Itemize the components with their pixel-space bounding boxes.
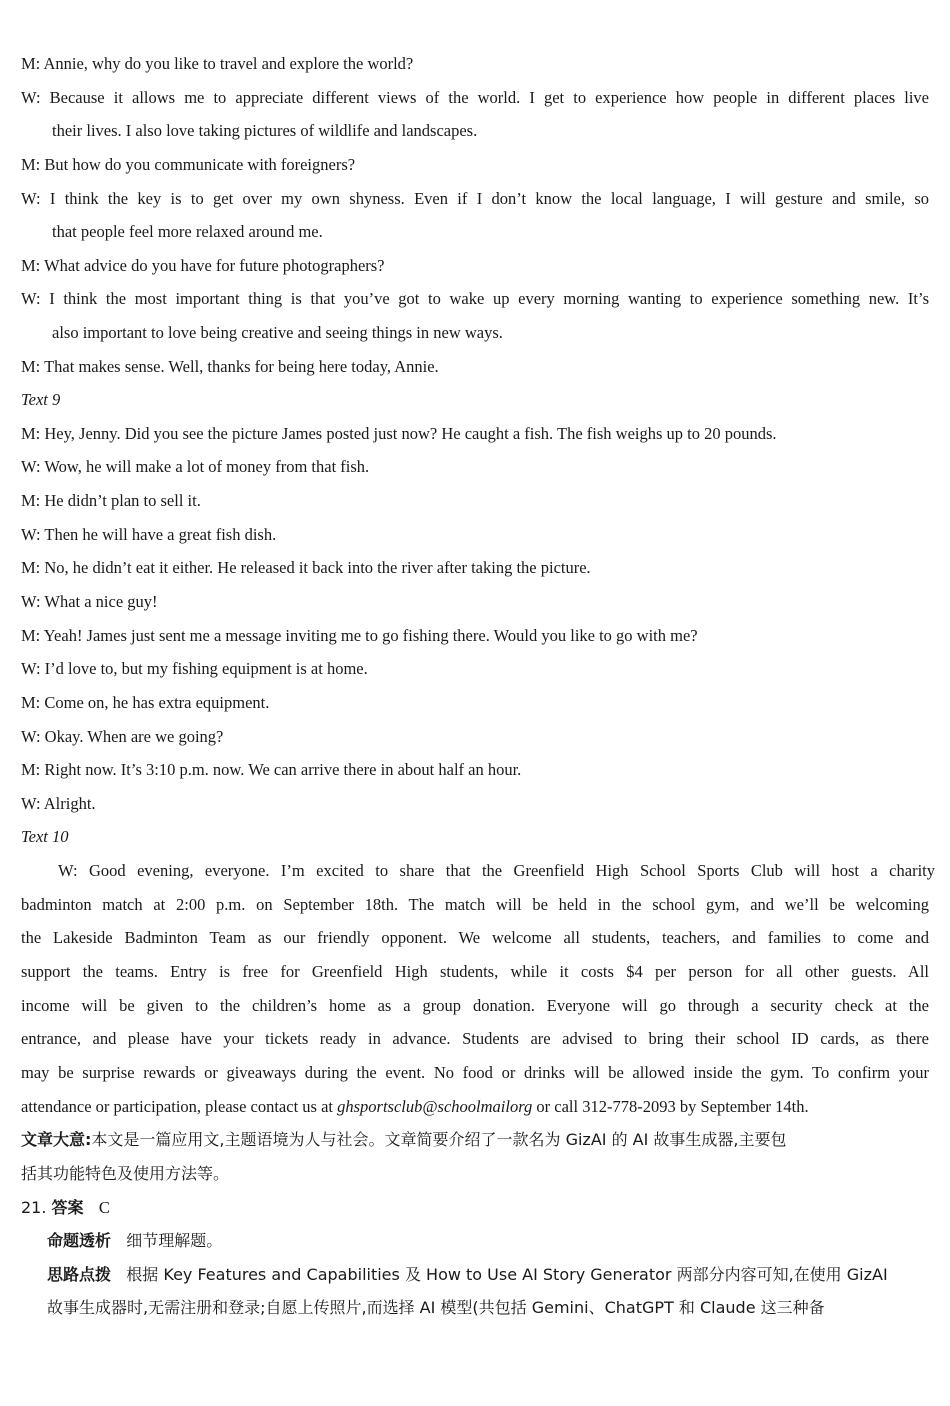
summary-line: 文章大意:本文是一篇应用文,主题语境为人与社会。文章简要介绍了一款名为 GizAI 的 AI 故事生成器,主要包 — [21, 1130, 787, 1149]
hint-line: 故事生成器时,无需注册和登录;自愿上传照片,而选择 AI 模型(共包括 Gemini、ChatGPT 和 Claude 这三种备 — [47, 1298, 825, 1317]
summary-line: 括其功能特色及使用方法等。 — [21, 1164, 230, 1183]
dialogue-line: M: Come on, he has extra equipment. — [21, 693, 270, 712]
dialogue-line: W: I’d love to, but my fishing equipment is at home. — [21, 659, 368, 678]
dialogue-line-continued: also important to love being creative and seeing things in new ways. — [52, 323, 503, 342]
question-type-line: 命题透析 细节理解题。 — [47, 1231, 223, 1250]
dialogue-line: W: I think the most important thing is that you’ve got to wake up every morning wanting to experience something new. It’s — [21, 289, 930, 308]
paragraph-line: W: Good evening, everyone. I’m excited to share that the Greenfield High School Sports Club will host a charity — [58, 861, 935, 880]
dialogue-line: M: What advice do you have for future photographers? — [21, 256, 385, 275]
hint-line: 思路点拨 根据 Key Features and Capabilities 及 How to Use AI Story Generator 两部分内容可知,在使用 GizAI — [47, 1265, 888, 1284]
dialogue-line: M: That makes sense. Well, thanks for being here today, Annie. — [21, 357, 439, 376]
summary-label: 文章大意: — [21, 1130, 92, 1149]
paragraph-line: entrance, and please have your tickets ready in advance. Students are advised to bring their school ID cards, as there — [21, 1029, 929, 1048]
dialogue-line: W: Because it allows me to appreciate different views of the world. I get to experience how people in different places live — [21, 88, 929, 107]
dialogue-line: W: What a nice guy! — [21, 592, 158, 611]
paragraph-line: badminton match at 2:00 p.m. on September 18th. The match will be held in the school gym, and we’ll be welcoming — [21, 895, 929, 914]
dialogue-line: M: He didn’t plan to sell it. — [21, 491, 201, 510]
dialogue-line: W: Alright. — [21, 794, 96, 813]
dialogue-line: W: Then he will have a great fish dish. — [21, 525, 277, 544]
paragraph-line: income will be given to the children’s home as a group donation. Everyone will go through a security check at the — [21, 996, 929, 1015]
dialogue-line: M: Hey, Jenny. Did you see the picture James posted just now? He caught a fish. The fish weighs up to 20 pounds. — [21, 424, 777, 443]
dialogue-line: W: Wow, he will make a lot of money from that fish. — [21, 457, 370, 476]
dialogue-line: M: But how do you communicate with foreigners? — [21, 155, 356, 174]
section-title-text9: Text 9 — [21, 390, 61, 409]
section-title-text10: Text 10 — [21, 827, 69, 846]
paragraph-line: the Lakeside Badminton Team as our friendly opponent. We welcome all students, teachers, and families to come and — [21, 928, 929, 947]
dialogue-line-continued: their lives. I also love taking pictures of wildlife and landscapes. — [52, 121, 478, 140]
dialogue-line: M: Yeah! James just sent me a message inviting me to go fishing there. Would you like to go with me? — [21, 626, 698, 645]
dialogue-line: M: No, he didn’t eat it either. He released it back into the river after taking the picture. — [21, 558, 591, 577]
paragraph-line: support the teams. Entry is free for Greenfield High students, while it costs $4 per person for all other guests. All — [21, 962, 929, 981]
email-address: ghsportsclub@schoolmailorg — [337, 1097, 533, 1116]
dialogue-line: M: Right now. It’s 3:10 p.m. now. We can arrive there in about half an hour. — [21, 760, 522, 779]
dialogue-line-continued: that people feel more relaxed around me. — [52, 222, 323, 241]
paragraph-line: may be surprise rewards or giveaways during the event. No food or drinks will be allowed inside the gym. To confirm your — [21, 1063, 929, 1082]
dialogue-line: M: Annie, why do you like to travel and explore the world? — [21, 54, 414, 73]
answer-line: 21. 答案 C — [21, 1198, 110, 1217]
dialogue-line: W: Okay. When are we going? — [21, 727, 224, 746]
paragraph-line: attendance or participation, please contact us at ghsportsclub@schoolmailorg or call 312-778-2093 by September 14th. — [21, 1097, 809, 1116]
dialogue-line: W: I think the key is to get over my own shyness. Even if I don’t know the local language, I will gesture and smile, so — [21, 189, 929, 208]
